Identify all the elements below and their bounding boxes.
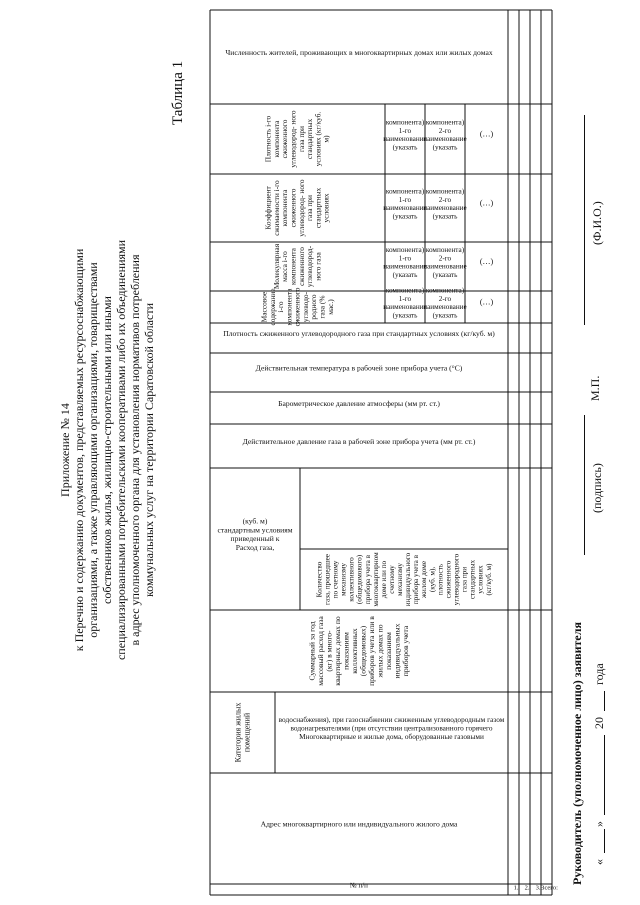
component-1-label: компонента) [385, 118, 425, 127]
header-line-5: в адрес уполномоченного органа для установления нормативов потребления [128, 254, 142, 646]
appendix-number: Приложение № 14 [58, 403, 72, 497]
header-gas_quantity: плотность [436, 563, 445, 596]
component-2-label: 2-го [438, 294, 452, 303]
component-2-label: компонента) [425, 118, 465, 127]
header-annual_mass: приборов учета [401, 625, 411, 677]
header-gas_quantity: жилом доме [420, 560, 429, 599]
header-annual_mass: приборов учета или в [366, 616, 376, 686]
component-2-label: (указать [432, 143, 458, 152]
header-category-sub: Многоквартирные и жилые дома, оборудованные газовыми [299, 731, 484, 741]
component-etc-label: (…) [479, 198, 494, 208]
stamp-label: М.П. [588, 375, 602, 401]
header-compressibility: сжиженного [288, 188, 298, 228]
header-line-3: собственников жилья, жилищно-строительными или иными [100, 296, 114, 604]
header-annual_mass: коллективных [349, 628, 359, 674]
date-month-line [590, 735, 605, 815]
header-gas_quantity: условиях [476, 565, 485, 594]
component-2-label: 2-го [438, 195, 452, 204]
header-compressibility: углеводород- ного [296, 179, 306, 237]
header-mass_content: газа (% [317, 295, 327, 319]
header-gas_quantity: индивидуального [404, 552, 413, 607]
header-gas_quantity: механизму [339, 563, 348, 596]
header-gas_quantity: коллективного [347, 557, 356, 602]
component-1-label: компонента) [385, 286, 425, 295]
header-category-sub: водоснабжения), при газоснабжении сжиженным углеводородным газом [278, 715, 505, 725]
header-molar_mass: масса i-го [280, 251, 290, 282]
header-density_i: углеводород- ного [288, 110, 298, 168]
component-1-label: (указать [392, 270, 418, 279]
header-address: Адрес многоквартирного или индивидуального жилого дома [260, 819, 458, 829]
row-label: 2. [524, 884, 530, 892]
header-gas_quantity: многоквартирном [371, 552, 380, 607]
header-mass_content: углеводо- [300, 291, 310, 323]
component-etc-label: (…) [479, 257, 494, 267]
component-1-label: 1-го [398, 195, 412, 204]
header-density_i: стандартных [305, 118, 315, 160]
component-1-label: (указать [392, 212, 418, 221]
header-gas_quantity: прибора учета в [412, 554, 421, 605]
header-density_i: компонента [271, 120, 281, 158]
header-molar_mass: компонента [288, 248, 298, 285]
header-gas_quantity: (кг/куб. м) [484, 563, 493, 596]
year-suffix: года [592, 663, 606, 685]
header-compressibility: Коэффициент [263, 186, 273, 230]
component-2-label: 2-го [438, 126, 452, 135]
header-compressibility: условиях [321, 193, 331, 223]
header-molar_mass: ного газа [313, 252, 323, 281]
date-close-quote: » [592, 821, 606, 827]
header-annual_mass: Суммарный за год [307, 621, 317, 681]
header-mass_content: Массовое [259, 291, 269, 323]
header-gas_quantity: газа, прошедшее [323, 554, 332, 605]
header-category: Категория жилых [233, 702, 243, 763]
year-prefix: 20 [592, 717, 606, 729]
component-etc-label: (…) [479, 129, 494, 139]
header-category: помещений [242, 712, 252, 753]
header-residents: Численность жителей, проживающих в многоквартирных домах или жилых домах [225, 47, 493, 57]
component-2-label: наименование [423, 204, 467, 213]
header-molar_mass: Молекулярная [271, 243, 281, 290]
header-density_i: сжиженного [280, 119, 290, 159]
header-gas_quantity: углеводородного [452, 553, 461, 606]
component-2-label: (указать [432, 212, 458, 221]
header-gas_quantity: прибора учета в [363, 554, 372, 605]
date-open-quote: « [592, 859, 606, 865]
header-density_i: газа при [296, 126, 306, 152]
header-gas_quantity: Количество [315, 561, 324, 598]
header-compressibility: компонента [280, 189, 290, 227]
component-2-label: наименование [423, 135, 467, 144]
name-caption: (Ф.И.О.) [590, 201, 604, 245]
component-1-label: (указать [392, 311, 418, 320]
header-molar_mass: углеводород- [305, 245, 315, 288]
header-flow_standard: приведенный к [230, 534, 280, 544]
row-label: Всего: [540, 884, 558, 892]
table-label: Таблица 1 [170, 60, 186, 125]
signature-line [570, 415, 585, 555]
header-annual_mass: массовый расход газа [315, 616, 325, 686]
header-annual_mass: индивидуальных [392, 623, 402, 679]
header-gas_quantity: стандартных [468, 559, 477, 600]
header-density_i: Плотность i-го [263, 115, 273, 163]
header-mass_content: мас.) [325, 299, 335, 315]
header-mass_content: сжиженного [292, 287, 302, 327]
component-2-label: наименование [423, 262, 467, 271]
header-molar_mass: сжиженного [296, 247, 306, 286]
header-pressure_device: Действительное давление газа в рабочей зоне прибора учета (мм рт. ст.) [242, 436, 476, 446]
component-1-label: наименование [383, 303, 427, 312]
header-gas_quantity: по счетному [331, 560, 340, 599]
header-gas_quantity: газа при [460, 566, 469, 593]
header-gas_quantity: механизму [396, 563, 405, 596]
header-mass_content: i-го [276, 301, 286, 313]
header-gas_quantity: доме или по [379, 560, 388, 599]
component-1-label: 1-го [398, 126, 412, 135]
header-mass_content: родного [309, 294, 319, 320]
row-label: 3. [535, 884, 541, 892]
name-line [570, 115, 585, 325]
header-annual_mass: (кг) в много- [324, 630, 334, 672]
header-annual_mass: (общедомовых) [358, 625, 368, 677]
header-compressibility: сжимаемости i-го [271, 180, 281, 236]
component-2-label: компонента) [425, 187, 465, 196]
header-flow_standard: (куб. м) [242, 516, 268, 526]
sign-caption: (подпись) [590, 463, 604, 513]
component-2-label: компонента) [425, 246, 465, 255]
header-category-sub: водонагревателями (при отсутствии централизованного горячего [290, 723, 493, 733]
header-annual_mass: показаниям [383, 632, 393, 670]
date-day-line [590, 829, 605, 853]
component-1-label: компонента) [385, 187, 425, 196]
header-line-1: к Перечню и содержанию документов, представляемых ресурсоснабжающими [72, 248, 86, 652]
header-density_std: Плотность сжиженного углеводородного газа при стандартных условиях (кг/куб. м) [223, 328, 495, 338]
component-2-label: 2-го [438, 254, 452, 263]
header-gas_quantity: (куб. м), [428, 566, 437, 593]
component-2-label: (указать [432, 311, 458, 320]
component-2-label: компонента) [425, 286, 465, 295]
header-line-2: организациями, а также управляющими организациями, товариществами [86, 262, 100, 638]
component-1-label: 1-го [398, 294, 412, 303]
header-mass_content: содержание [267, 288, 277, 326]
header-line-6: коммунальных услуг на территории Саратовской области [142, 303, 156, 597]
header-annual_mass: показаниям [341, 632, 351, 670]
header-compressibility: газа при [305, 195, 315, 221]
header-gas_quantity: сжиженного [444, 560, 453, 599]
header-flow_standard: Расход газа, [235, 542, 275, 552]
row-label: 1. [513, 884, 519, 892]
year-line [590, 691, 605, 711]
header-num: № п/п [350, 881, 368, 890]
table-grid [210, 10, 552, 895]
header-density_i: м) [321, 135, 331, 143]
component-1-label: компонента) [385, 246, 425, 255]
header-flow_standard: стандартным условиям [217, 525, 293, 535]
component-1-label: наименование [383, 262, 427, 271]
header-annual_mass: квартирных домах по [332, 616, 342, 686]
signature-block [570, 25, 612, 885]
header-gas_quantity: (общедомового) [355, 554, 364, 605]
header-density_i: условиях (кг/куб. [313, 111, 323, 167]
header-mass_content: компонента [284, 288, 294, 326]
header-line-4: специализированными потребительскими кооперативами либо их объединениями [114, 239, 128, 661]
component-1-label: 1-го [398, 254, 412, 263]
header-compressibility: стандартных [313, 187, 323, 229]
component-2-label: наименование [423, 303, 467, 312]
header-annual_mass: жилых домах по [375, 624, 385, 678]
component-etc-label: (…) [479, 297, 494, 307]
component-1-label: наименование [383, 204, 427, 213]
signer-title: Руководитель (уполномоченное лицо) заявителя [570, 622, 584, 885]
header-pressure_atm: Барометрическое давление атмосферы (мм рт. ст.) [278, 398, 440, 408]
component-1-label: наименование [383, 135, 427, 144]
component-1-label: (указать [392, 143, 418, 152]
component-2-label: (указать [432, 270, 458, 279]
header-gas_quantity: счетному [387, 565, 396, 594]
header-temperature: Действительная температура в рабочей зоне прибора учета (°С) [255, 363, 463, 373]
